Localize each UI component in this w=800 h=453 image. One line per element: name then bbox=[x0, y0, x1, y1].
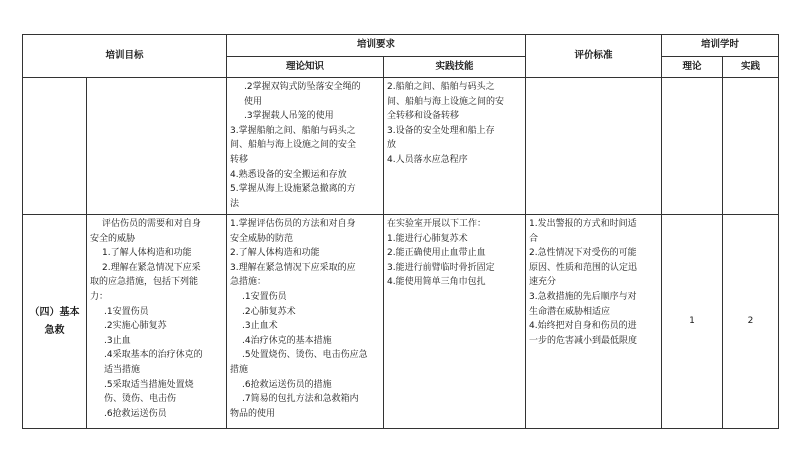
evaluation-line: 4.始终把对自身和伤员的进 bbox=[529, 321, 637, 332]
objectives-line: 取的应急措施，包括下列能 bbox=[90, 277, 199, 288]
objectives-line: .5采取适当措施处置烧 bbox=[104, 379, 194, 390]
skills-line: 在实验室开展以下工作： bbox=[387, 219, 487, 229]
theory-line: 物品的使用 bbox=[230, 408, 276, 419]
theory-line: .7简易的包扎方法和急救箱内 bbox=[242, 394, 359, 405]
theory-line: .3止血术 bbox=[242, 321, 278, 332]
evaluation-line: 2.急性情况下对受伤的可能 bbox=[529, 248, 637, 259]
theory-line: 3.理解在紧急情况下应采取的应 bbox=[230, 262, 356, 273]
skills-line: 4.人员落水应急程序 bbox=[387, 154, 468, 165]
skills-cell bbox=[384, 78, 526, 215]
header-hours-practice: 实践 bbox=[723, 57, 779, 78]
evaluation-line: 原因、性质和范围的认定迅 bbox=[529, 262, 638, 273]
evaluation-line: 一步的危害减小到最低限度 bbox=[529, 335, 638, 346]
table-row bbox=[23, 215, 779, 429]
evaluation-line: 合 bbox=[529, 233, 539, 244]
objectives-line: 安全的威胁 bbox=[90, 233, 136, 244]
objectives-line: 1.了解人体构造和功能 bbox=[102, 248, 192, 259]
objectives-line: .3止血 bbox=[104, 335, 131, 346]
theory-cell bbox=[227, 215, 384, 429]
evaluation-line: 3.急救措施的先后顺序与对 bbox=[529, 291, 637, 302]
theory-line: .3掌握载人吊笼的使用 bbox=[244, 111, 334, 122]
theory-line: 3.掌握船舶之间、船舶与码头之 bbox=[230, 125, 356, 136]
skills-line: 全转移和设备转移 bbox=[387, 111, 460, 122]
header-target: 培训目标 bbox=[23, 35, 227, 78]
theory-line: .1安置伤员 bbox=[242, 291, 287, 302]
objectives-line: 伤、烫伤、电击伤 bbox=[104, 394, 177, 405]
header-hours: 培训学时 bbox=[662, 35, 779, 57]
header-evaluation: 评价标准 bbox=[526, 35, 662, 78]
skills-line: 4.能使用简单三角巾包扎 bbox=[387, 277, 486, 288]
header-hours-theory: 理论 bbox=[662, 57, 723, 78]
theory-line: .5处置烧伤、烫伤、电击伤应急 bbox=[242, 350, 368, 361]
evaluation-line: 速充分 bbox=[529, 277, 557, 288]
theory-line: 急措施： bbox=[230, 277, 267, 288]
theory-line: .2掌握双钩式防坠落安全绳的 bbox=[244, 82, 361, 92]
theory-line: 转移 bbox=[230, 154, 249, 165]
objectives-line: .4采取基本的治疗休克的 bbox=[104, 350, 203, 361]
theory-line: 1.掌握评估伤员的方法和对自身 bbox=[230, 219, 356, 229]
objectives-cell bbox=[87, 78, 227, 215]
hours-theory-cell: 1 bbox=[662, 215, 723, 429]
theory-line: 5.掌握从海上设施紧急撤离的方 bbox=[230, 184, 356, 195]
theory-line: .2心肺复苏术 bbox=[242, 306, 296, 317]
skills-line: 间、船舶与海上设施之间的安 bbox=[387, 96, 505, 107]
hours-practice-cell: 2 bbox=[723, 215, 779, 429]
evaluation-cell bbox=[526, 215, 662, 429]
hours-theory-cell bbox=[662, 78, 723, 215]
evaluation-cell bbox=[526, 78, 662, 215]
module-cell bbox=[23, 78, 87, 215]
training-table bbox=[22, 34, 779, 429]
module-cell: （四）基本急救 bbox=[23, 215, 87, 429]
objectives-line: .1安置伤员 bbox=[104, 306, 149, 317]
header-theory-knowledge: 理论知识 bbox=[227, 57, 384, 78]
theory-cell bbox=[227, 78, 384, 215]
theory-line: .6抢救运送伤员的措施 bbox=[242, 379, 332, 390]
skills-line: 3.设备的安全处理和船上存 bbox=[387, 125, 495, 136]
table-row bbox=[23, 78, 779, 215]
theory-line: 法 bbox=[230, 198, 240, 209]
header-requirements: 培训要求 bbox=[227, 35, 526, 57]
skills-cell bbox=[384, 215, 526, 429]
theory-line: .4治疗休克的基本措施 bbox=[242, 335, 332, 346]
objectives-line: 2.理解在紧急情况下应采 bbox=[102, 262, 201, 273]
skills-line: 1.能进行心肺复苏术 bbox=[387, 233, 468, 244]
skills-line: 2.能正确使用止血带止血 bbox=[387, 248, 486, 259]
theory-line: 4.熟悉设备的安全搬运和存放 bbox=[230, 169, 347, 180]
objectives-cell bbox=[87, 215, 227, 429]
theory-line: 使用 bbox=[244, 96, 263, 107]
skills-line: 放 bbox=[387, 140, 397, 151]
theory-line: 措施 bbox=[230, 364, 249, 375]
objectives-line: 适当措施 bbox=[104, 364, 141, 375]
theory-line: 安全威胁的防范 bbox=[230, 233, 294, 244]
objectives-line: 评估伤员的需要和对自身 bbox=[102, 219, 202, 229]
objectives-line: 力： bbox=[90, 291, 109, 302]
skills-line: 3.能进行前臂临时骨折固定 bbox=[387, 262, 495, 273]
objectives-line: .2实施心肺复苏 bbox=[104, 321, 167, 332]
objectives-line: .6抢救运送伤员 bbox=[104, 408, 167, 419]
header-practical-skills: 实践技能 bbox=[384, 57, 526, 78]
theory-line: 间、船舶与海上设施之间的安全 bbox=[230, 140, 357, 151]
hours-practice-cell bbox=[723, 78, 779, 215]
evaluation-line: 1.发出警报的方式和时间适 bbox=[529, 219, 637, 229]
theory-line: 2.了解人体构造和功能 bbox=[230, 248, 320, 259]
evaluation-line: 生命潜在威胁相适应 bbox=[529, 306, 611, 317]
skills-line: 2.船舶之间、船舶与码头之 bbox=[387, 82, 495, 92]
